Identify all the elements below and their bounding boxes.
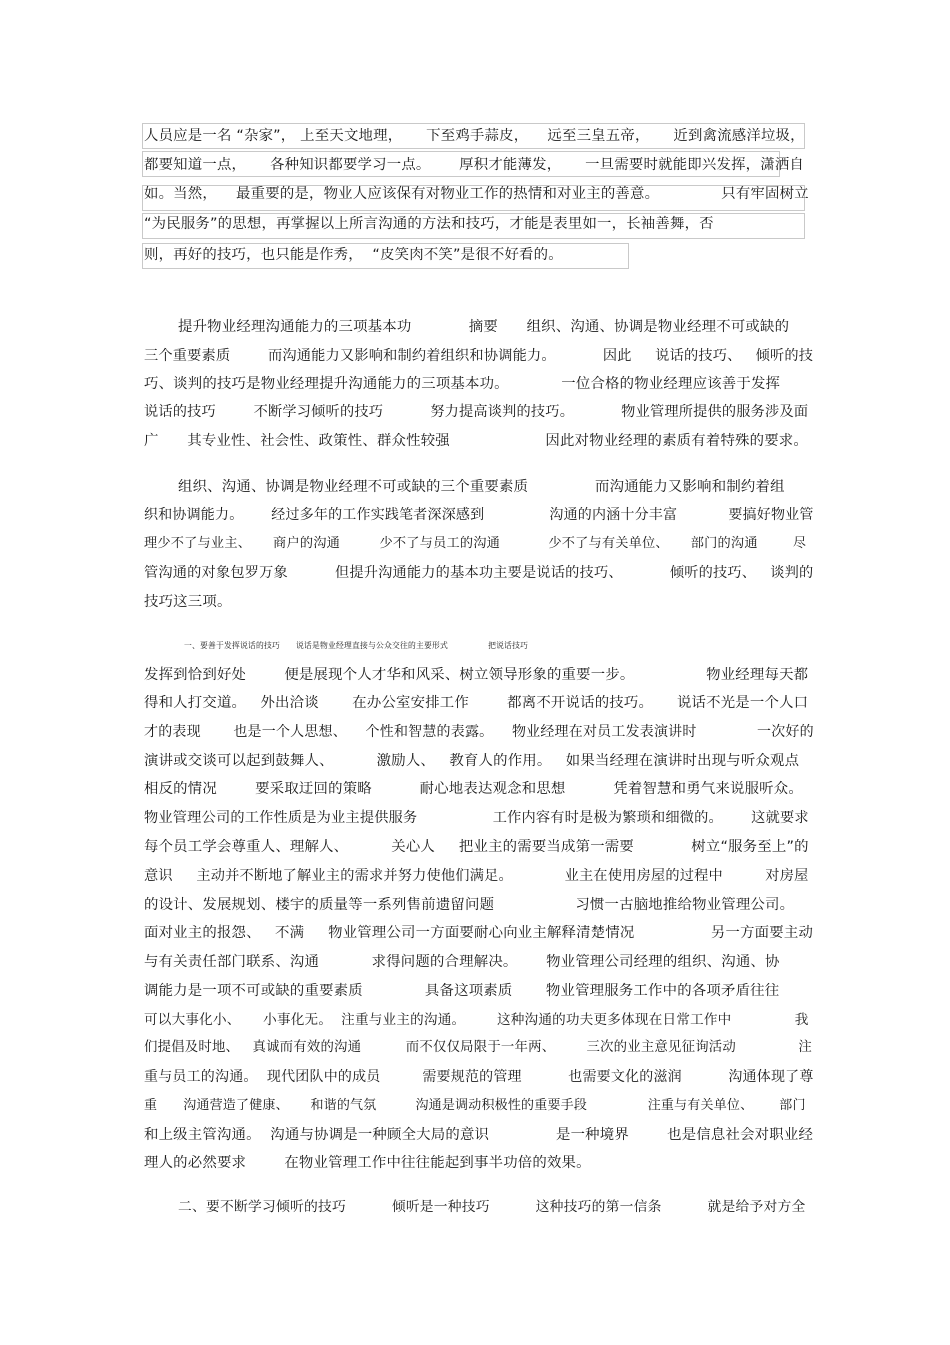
text-line: 调能力是一项不可或缺的重要素质 具备这项素质 物业管理服务工作中的各项矛盾往往 [144,983,780,999]
text-line: 理人的必然要求 在物业管理工作中往往能起到事半功倍的效果。 [144,1155,591,1171]
text-line: 面对业主的报怨、 不满 物业管理公司一方面要耐心向业主解释清楚情况 另一方面要主动 [144,925,814,941]
text-line: 们提倡及时地、 真诚而有效的沟通 而不仅仅局限于一年两、 三次的业主意见征询活动 注 [144,1040,812,1055]
text-line: 巧、谈判的技巧是物业经理提升沟通能力的三项基本功。 一位合格的物业经理应该善于发挥 [144,376,781,392]
text-line: 得和人打交道。 外出洽谈 在办公室安排工作 都离不开说话的技巧。 说话不光是一个人口 [144,695,809,711]
text-line: 广 其专业性、社会性、政策性、群众性较强 因此对物业经理的素质有着特殊的要求。 [144,433,808,449]
text-line: “为民服务”的思想，再掌握以上所言沟通的方法和技巧，才能是表里如一，长袖善舞，否 [144,216,714,232]
text-line: 组织、沟通、协调是物业经理不可或缺的三个重要素质 而沟通能力又影响和制约着组 [178,479,785,495]
text-line: 物业管理公司的工作性质是为业主提供服务 工作内容有时是极为繁琐和细微的。 这就要求 [144,810,809,826]
text-line: 相反的情况 要采取迂回的策略 耐心地表达观念和思想 凭着智慧和勇气来说服听众。 [144,781,803,797]
text-line: 技巧这三项。 [144,594,232,610]
text-line: 如。当然， 最重要的是，物业人应该保有对物业工作的热情和对业主的善意。 只有牢固树立 [144,186,809,202]
text-line: 可以大事化小、 小事化无。 注重与业主的沟通。 这种沟通的功夫更多体现在日常工作中 我 [144,1012,809,1028]
text-line: 管沟通的对象包罗万象 但提升沟通能力的基本功主要是说话的技巧、 倾听的技巧、 谈判的 [144,565,814,581]
text-line: 与有关责任部门联系、沟通 求得问题的合理解决。 物业管理公司经理的组织、沟通、协 [144,954,780,970]
text-line: 都要知道一点， 各种知识都要学习一点。 厚积才能薄发， 一旦需要时就能即兴发挥，潇洒自 [144,157,805,173]
text-line: 说话的技巧 不断学习倾听的技巧 努力提高谈判的技巧。 物业管理所提供的服务涉及面 [144,404,809,420]
text-line: 理少不了与业主、 商户的沟通 少不了与员工的沟通 少不了与有关单位、 部门的沟通 尽 [144,536,807,551]
text-line: 才的表现 也是一个人思想、 个性和智慧的表露。 物业经理在对员工发表演讲时 一次好的 [144,724,814,740]
text-line: 二、要不断学习倾听的技巧 倾听是一种技巧 这种技巧的第一信条 就是给予对方全 [178,1199,806,1215]
text-line: 和上级主管沟通。 沟通与协调是一种顾全大局的意识 是一种境界 也是信息社会对职业经 [144,1127,814,1143]
text-line: 人员应是一名 “杂家”， 上至天文地理， 下至鸡手蒜皮， 远至三皇五帝， 近到禽流感洋垃圾， [144,128,805,144]
text-line: 则，再好的技巧，也只能是作秀， “皮笑肉不笑”是很不好看的。 [144,247,563,263]
text-line: 重与员工的沟通。 现代团队中的成员 需要规范的管理 也需要文化的滋润 沟通体现了尊 [144,1069,814,1085]
text-line: 织和协调能力。 经过多年的工作实践笔者深深感到 沟通的内涵十分丰富 要搞好物业管 [144,507,814,523]
text-line: 重 沟通营造了健康、 和谐的气氛 沟通是调动积极性的重要手段 注重与有关单位、 部门 [144,1098,806,1113]
text-line: 每个员工学会尊重人、理解人、 关心人 把业主的需要当成第一需要 树立“服务至上”的 [144,839,809,855]
text-line: 发挥到恰到好处 便是展现个人才华和风采、树立领导形象的重要一步。 物业经理每天都 [144,667,809,683]
text-line: 演讲或交谈可以起到鼓舞人、 激励人、 教育人的作用。 如果当经理在演讲时出现与听众观点 [144,753,800,769]
text-line: 三个重要素质 而沟通能力又影响和制约着组织和协调能力。 因此 说话的技巧、 倾听的技 [144,348,814,364]
text-line: 的设计、发展规划、楼宇的质量等一系列售前遗留问题 习惯一古脑地推给物业管理公司。 [144,897,795,913]
text-line: 提升物业经理沟通能力的三项基本功 摘要 组织、沟通、协调是物业经理不可或缺的 [178,319,790,335]
text-line: 一、要善于发挥说话的技巧 说话是物业经理直接与公众交往的主要形式 把说话技巧 [184,641,529,650]
text-line: 意识 主动并不断地了解业主的需求并努力使他们满足。 业主在使用房屋的过程中 对房屋 [144,868,809,884]
